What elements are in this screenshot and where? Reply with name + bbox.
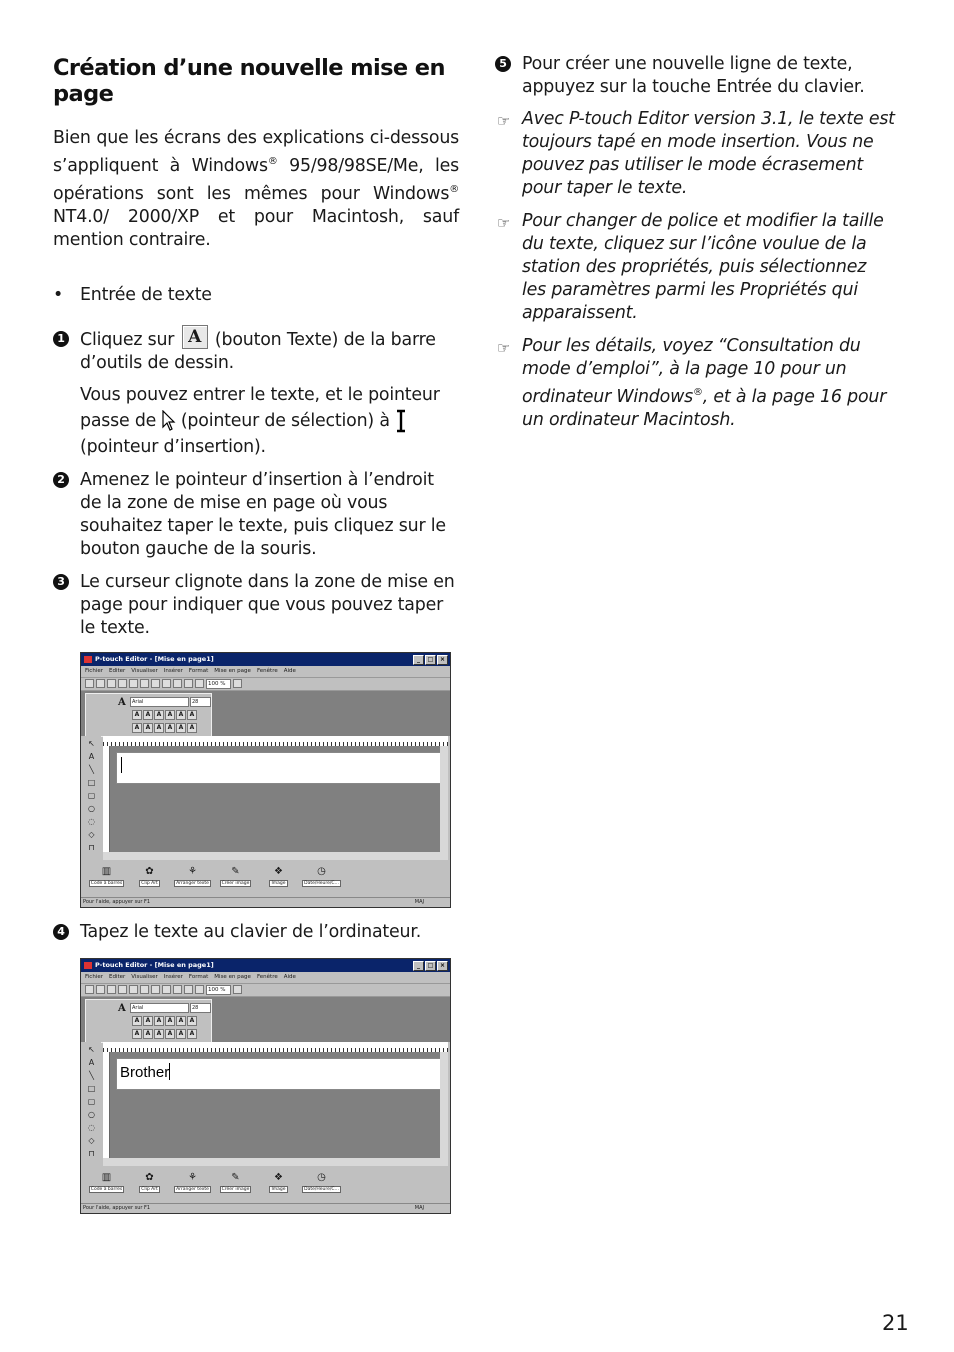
help-icon[interactable] bbox=[233, 985, 242, 994]
horizontal-scrollbar[interactable] bbox=[103, 1158, 448, 1166]
window-title: P-touch Editor - [Mise en page1] bbox=[95, 654, 214, 663]
layout-area[interactable] bbox=[110, 746, 440, 852]
maximize-icon[interactable]: □ bbox=[425, 961, 436, 971]
zoom-select[interactable]: 100 % bbox=[206, 985, 231, 995]
image-icon: ❖ bbox=[274, 865, 283, 877]
clipart-icon: ✿ bbox=[145, 865, 154, 877]
mirror-icon[interactable]: A bbox=[176, 723, 186, 733]
selection-pointer-icon bbox=[162, 410, 176, 432]
image-icon: ❖ bbox=[274, 1171, 283, 1183]
create-image-button[interactable]: ✎ Créer image bbox=[221, 865, 250, 886]
menu-visualiser[interactable]: Visualiser bbox=[131, 667, 158, 674]
label-tape[interactable] bbox=[116, 752, 442, 784]
font-icon[interactable]: A bbox=[118, 696, 126, 708]
registered-mark: ® bbox=[449, 183, 459, 195]
line-tool-icon[interactable]: ╲ bbox=[89, 764, 94, 774]
bold-icon[interactable]: A bbox=[132, 710, 142, 720]
menu-format[interactable]: Format bbox=[188, 667, 209, 674]
text-direction-icon[interactable] bbox=[184, 985, 193, 994]
window-titlebar bbox=[81, 959, 450, 972]
open-icon[interactable] bbox=[96, 985, 105, 994]
height-icon[interactable]: A bbox=[143, 723, 153, 733]
vertical-scrollbar[interactable] bbox=[440, 746, 448, 852]
date-time-button[interactable]: ◷ Date/Heure/C... bbox=[304, 1171, 339, 1192]
align-icon[interactable] bbox=[195, 985, 204, 994]
menu-fichier[interactable]: Fichier bbox=[85, 973, 103, 980]
vertical-icon[interactable]: A bbox=[165, 723, 175, 733]
standard-toolbar bbox=[81, 678, 450, 691]
step-number: 2 bbox=[53, 472, 69, 488]
menu-format[interactable]: Format bbox=[188, 973, 209, 980]
caps-indicator: MAJ bbox=[414, 1204, 424, 1211]
rounded-rect-tool-icon[interactable]: ▢ bbox=[87, 1096, 96, 1106]
copy-icon[interactable] bbox=[151, 679, 160, 688]
text-cursor bbox=[169, 1063, 170, 1080]
menu-mise-en-page[interactable]: Mise en page bbox=[214, 667, 251, 674]
spacing-icon[interactable]: A bbox=[187, 723, 197, 733]
create-image-icon: ✎ bbox=[231, 865, 240, 877]
preview-icon[interactable] bbox=[129, 985, 138, 994]
cut-icon[interactable] bbox=[140, 679, 149, 688]
align-icon[interactable] bbox=[195, 679, 204, 688]
app-icon bbox=[84, 962, 92, 969]
barcode-icon: ▥ bbox=[101, 865, 112, 877]
create-image-button[interactable]: ✎ Créer image bbox=[221, 1171, 250, 1192]
step-1-detail bbox=[53, 382, 459, 460]
note-details bbox=[495, 335, 895, 432]
menu-fenetre[interactable]: Fenêtre bbox=[256, 667, 278, 674]
section-title: Création d’une nouvelle mise en page bbox=[53, 55, 445, 107]
menu-inserer[interactable]: Insérer bbox=[163, 973, 183, 980]
step-1 bbox=[53, 328, 459, 375]
draw-toolbar bbox=[83, 1168, 451, 1201]
undo-icon[interactable] bbox=[173, 679, 182, 688]
rounded-rect-tool-icon[interactable]: ▢ bbox=[87, 790, 96, 800]
outline-icon[interactable]: A bbox=[165, 710, 175, 720]
step1-text-a: Cliquez sur bbox=[80, 329, 180, 350]
step-number: 1 bbox=[53, 331, 69, 347]
new-icon[interactable] bbox=[85, 679, 94, 688]
strike-icon[interactable]: A bbox=[187, 1016, 197, 1026]
step-4 bbox=[53, 921, 459, 944]
image-button[interactable]: ❖ Image bbox=[271, 865, 286, 886]
intro-paragraph bbox=[53, 127, 459, 252]
step-number: 5 bbox=[495, 56, 511, 72]
paste-icon[interactable] bbox=[162, 985, 171, 994]
zoom-select[interactable]: 100 % bbox=[206, 679, 231, 689]
intro-text-1: Bien que les écrans des explications ci-dessous s’appliquent à Windows bbox=[53, 128, 459, 176]
outline-icon[interactable]: A bbox=[165, 1016, 175, 1026]
step-number: 4 bbox=[53, 924, 69, 940]
print-icon[interactable] bbox=[118, 679, 127, 688]
arc-tool-icon[interactable]: ◌ bbox=[88, 816, 95, 826]
strike-icon[interactable]: A bbox=[187, 710, 197, 720]
height-icon[interactable]: A bbox=[143, 1029, 153, 1039]
menu-mise-en-page[interactable]: Mise en page bbox=[214, 973, 251, 980]
note-font-change bbox=[495, 210, 895, 325]
vertical-scrollbar[interactable] bbox=[440, 1052, 448, 1158]
pointing-hand-icon: ☞ bbox=[497, 112, 511, 130]
underline-icon[interactable]: A bbox=[154, 1016, 164, 1026]
note3-text-a: Pour les détails, voyez “Consultation du mode d’emploi”, à la page 10 pour un ordinateur Windows bbox=[522, 336, 861, 407]
window-title: P-touch Editor - [Mise en page1] bbox=[95, 960, 214, 969]
window-titlebar bbox=[81, 653, 450, 666]
polygon-tool-icon[interactable]: ◇ bbox=[88, 829, 95, 839]
mirror-icon[interactable]: A bbox=[176, 1029, 186, 1039]
property-dock bbox=[81, 691, 450, 736]
step3-text: Le curseur clignote dans la zone de mise en page pour indiquer que vous pouvez taper le texte. bbox=[80, 571, 455, 638]
pointing-hand-icon: ☞ bbox=[497, 214, 511, 232]
menu-bar bbox=[81, 666, 450, 678]
note-insert-mode bbox=[495, 108, 895, 200]
draw-tools-sidebar bbox=[83, 736, 101, 859]
ruler-tool-icon[interactable]: ⊓ bbox=[88, 1148, 95, 1158]
font-select[interactable]: Arial bbox=[130, 1003, 189, 1013]
intro-text-3: NT4.0/ 2000/XP et pour Macintosh, sauf mention contraire. bbox=[53, 206, 459, 250]
clipart-button[interactable]: ✿ Clip Art bbox=[141, 865, 158, 886]
menu-aide[interactable]: Aide bbox=[283, 667, 296, 674]
arc-tool-icon[interactable]: ◌ bbox=[88, 1122, 95, 1132]
vertical-icon[interactable]: A bbox=[165, 1029, 175, 1039]
text-tool-icon[interactable]: A bbox=[88, 751, 95, 761]
note3-text-b: , et à la page 16 pour un ordinateur Macintosh. bbox=[522, 386, 887, 430]
help-icon[interactable] bbox=[233, 679, 242, 688]
step2-text: Amenez le pointeur d’insertion à l’endroit de la zone de mise en page où vous souhaitez taper le texte, puis cliquez sur le bouton gauche de la souris. bbox=[80, 469, 446, 559]
text-tool-icon[interactable]: A bbox=[88, 1057, 95, 1067]
close-icon[interactable]: × bbox=[437, 961, 448, 971]
step-2 bbox=[53, 469, 459, 561]
clock-icon: ◷ bbox=[317, 865, 326, 877]
registered-mark: ® bbox=[692, 387, 703, 398]
menu-inserer[interactable]: Insérer bbox=[163, 667, 183, 674]
style-row-1 bbox=[132, 1016, 197, 1026]
style-row-2 bbox=[132, 723, 197, 733]
ellipse-tool-icon[interactable]: ○ bbox=[88, 1109, 95, 1119]
new-icon[interactable] bbox=[85, 985, 94, 994]
step1-sub-a: Vous pouvez entrer le texte, et le pointeur passe de bbox=[80, 384, 440, 431]
menu-editer[interactable]: Editer bbox=[108, 667, 126, 674]
size-select[interactable]: 28 bbox=[190, 697, 211, 707]
italic-icon[interactable]: A bbox=[143, 710, 153, 720]
left-column bbox=[53, 55, 459, 1227]
bullet-text-entry: • Entrée de texte bbox=[53, 284, 459, 307]
maximize-icon[interactable]: □ bbox=[425, 655, 436, 665]
arrange-text-button[interactable]: ⚘ Arranger texte bbox=[176, 1171, 209, 1192]
date-time-button[interactable]: ◷ Date/Heure/C... bbox=[304, 865, 339, 886]
status-bar bbox=[81, 1203, 451, 1213]
insertion-pointer-icon bbox=[395, 409, 407, 433]
standard-toolbar bbox=[81, 984, 450, 997]
bold-icon[interactable]: A bbox=[132, 1016, 142, 1026]
barcode-button[interactable]: ▥ Code à barres bbox=[90, 1171, 123, 1192]
style-row-1 bbox=[132, 710, 197, 720]
caps-indicator: MAJ bbox=[414, 898, 424, 905]
barcode-icon: ▥ bbox=[101, 1171, 112, 1183]
italic-icon[interactable]: A bbox=[143, 1016, 153, 1026]
menu-visualiser[interactable]: Visualiser bbox=[131, 973, 158, 980]
vertical-ruler bbox=[103, 1052, 110, 1158]
step1-text-b: (bouton Texte) de la barre d’outils de dessin. bbox=[80, 329, 436, 373]
barcode-button[interactable]: ▥ Code à barres bbox=[90, 865, 123, 886]
arrange-text-icon: ⚘ bbox=[188, 1171, 197, 1183]
screenshot-typed-text bbox=[80, 958, 451, 1214]
preview-icon[interactable] bbox=[129, 679, 138, 688]
intro-text-2: 95/98/98SE/Me, les opérations sont les mêmes pour Windows bbox=[53, 155, 460, 204]
step-number: 3 bbox=[53, 574, 69, 590]
minimize-icon[interactable]: _ bbox=[413, 961, 424, 971]
save-icon[interactable] bbox=[107, 985, 116, 994]
status-text: Pour l'aide, appuyer sur F1 bbox=[83, 1204, 151, 1211]
layout-area[interactable] bbox=[110, 1052, 440, 1158]
typed-text[interactable] bbox=[120, 1063, 170, 1081]
step1-sub-b: (pointeur de sélection) à bbox=[175, 410, 396, 431]
frame-icon[interactable]: A bbox=[154, 1029, 164, 1039]
line-tool-icon[interactable]: ╲ bbox=[89, 1070, 94, 1080]
rectangle-tool-icon[interactable]: □ bbox=[87, 777, 96, 787]
underline-icon[interactable]: A bbox=[154, 710, 164, 720]
clock-icon: ◷ bbox=[317, 1171, 326, 1183]
status-text: Pour l'aide, appuyer sur F1 bbox=[83, 898, 151, 905]
step5-text: Pour créer une nouvelle ligne de texte, appuyez sur la touche Entrée du clavier. bbox=[522, 54, 865, 97]
step-3 bbox=[53, 571, 459, 640]
style-row-2 bbox=[132, 1029, 197, 1039]
menu-editer[interactable]: Editer bbox=[108, 973, 126, 980]
minimize-icon[interactable]: _ bbox=[413, 655, 424, 665]
width-icon[interactable]: A bbox=[132, 1029, 142, 1039]
text-properties bbox=[85, 693, 212, 737]
cut-icon[interactable] bbox=[140, 985, 149, 994]
text-button-icon: A bbox=[182, 325, 208, 349]
menu-aide[interactable]: Aide bbox=[283, 973, 296, 980]
registered-mark: ® bbox=[267, 156, 278, 167]
polygon-tool-icon[interactable]: ◇ bbox=[88, 1135, 95, 1145]
image-button[interactable]: ❖ Image bbox=[271, 1171, 286, 1192]
step1-sub-c: (pointeur d’insertion). bbox=[80, 436, 266, 457]
close-icon[interactable]: × bbox=[437, 655, 448, 665]
create-image-icon: ✎ bbox=[231, 1171, 240, 1183]
text-cursor bbox=[121, 757, 122, 773]
draw-tools-sidebar bbox=[83, 1042, 101, 1165]
draw-toolbar bbox=[83, 862, 451, 895]
ellipse-tool-icon[interactable]: ○ bbox=[88, 803, 95, 813]
menu-bar bbox=[81, 972, 450, 984]
right-column bbox=[495, 53, 895, 442]
shadow-icon[interactable]: A bbox=[176, 1016, 186, 1026]
vertical-ruler bbox=[103, 746, 110, 852]
frame-icon[interactable]: A bbox=[154, 723, 164, 733]
arrange-text-icon: ⚘ bbox=[188, 865, 197, 877]
open-icon[interactable] bbox=[96, 679, 105, 688]
menu-fichier[interactable]: Fichier bbox=[85, 667, 103, 674]
label-tape[interactable] bbox=[116, 1058, 442, 1090]
arrange-text-button[interactable]: ⚘ Arranger texte bbox=[176, 865, 209, 886]
horizontal-scrollbar[interactable] bbox=[103, 852, 448, 860]
shadow-icon[interactable]: A bbox=[176, 710, 186, 720]
app-icon bbox=[84, 656, 92, 663]
paste-icon[interactable] bbox=[162, 679, 171, 688]
step4-text: Tapez le texte au clavier de l’ordinateur. bbox=[80, 921, 422, 942]
pointing-hand-icon: ☞ bbox=[497, 339, 511, 357]
note1-text: Avec P-touch Editor version 3.1, le texte est toujours tapé en mode insertion. Vous ne pouvez pas utiliser le mode écrasement pour taper le texte. bbox=[522, 109, 895, 198]
undo-icon[interactable] bbox=[173, 985, 182, 994]
pointer-tool-icon[interactable]: ↖ bbox=[88, 1044, 95, 1054]
step-5 bbox=[495, 53, 895, 99]
save-icon[interactable] bbox=[107, 679, 116, 688]
text-properties bbox=[85, 999, 212, 1043]
clipart-button[interactable]: ✿ Clip Art bbox=[141, 1171, 158, 1192]
size-select[interactable]: 28 bbox=[190, 1003, 211, 1013]
width-icon[interactable]: A bbox=[132, 723, 142, 733]
screenshot-empty-layout bbox=[80, 652, 451, 908]
rectangle-tool-icon[interactable]: □ bbox=[87, 1083, 96, 1093]
page-number: 21 bbox=[882, 1311, 909, 1335]
status-bar bbox=[81, 897, 451, 907]
pointer-tool-icon[interactable]: ↖ bbox=[88, 738, 95, 748]
clipart-icon: ✿ bbox=[145, 1171, 154, 1183]
typed-text-value: Brother bbox=[120, 1063, 170, 1081]
property-dock bbox=[81, 997, 450, 1042]
copy-icon[interactable] bbox=[151, 985, 160, 994]
menu-fenetre[interactable]: Fenêtre bbox=[256, 973, 278, 980]
note2-text: Pour changer de police et modifier la taille du texte, cliquez sur l’icône voulue de la station des propriétés, puis sélectionnez les paramètres parmi les Propriétés qui apparaissent. bbox=[522, 211, 884, 323]
font-select[interactable]: Arial bbox=[130, 697, 189, 707]
print-icon[interactable] bbox=[118, 985, 127, 994]
font-icon[interactable]: A bbox=[118, 1002, 126, 1014]
ruler-tool-icon[interactable]: ⊓ bbox=[88, 842, 95, 852]
text-direction-icon[interactable] bbox=[184, 679, 193, 688]
spacing-icon[interactable]: A bbox=[187, 1029, 197, 1039]
